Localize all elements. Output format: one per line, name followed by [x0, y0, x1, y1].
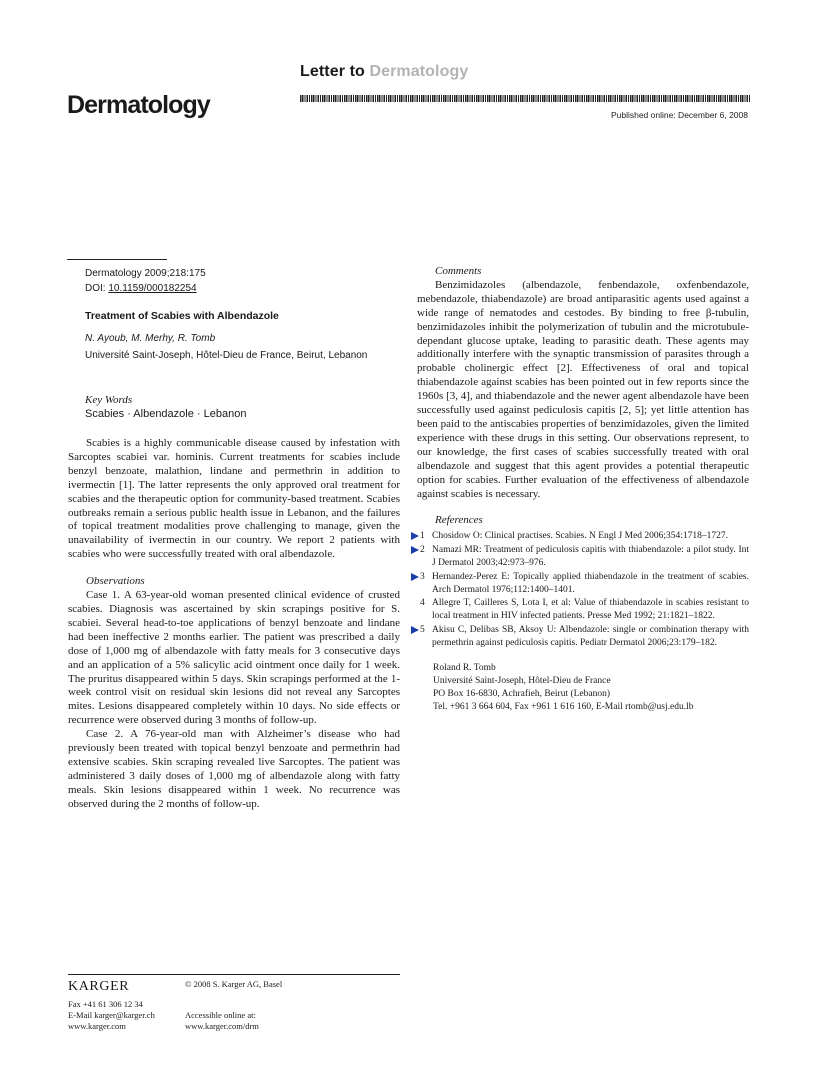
journal-logo: Dermatology: [67, 91, 210, 119]
references-list: [417, 530, 749, 649]
reference-number: 5: [420, 624, 425, 635]
reference-item: [417, 530, 749, 543]
publisher-fax: Fax +41 61 306 12 34: [68, 999, 143, 1009]
reference-number: 4: [420, 598, 425, 609]
left-column-body: [68, 437, 400, 812]
reference-item: [417, 597, 749, 623]
published-date: Published online: December 6, 2008: [610, 110, 748, 120]
reference-link-arrow-icon[interactable]: [411, 573, 419, 581]
reference-number: 3: [420, 571, 425, 582]
article-title: Treatment of Scabies with Albendazole: [85, 310, 279, 322]
references-heading: References: [435, 514, 483, 527]
comments-paragraph: Benzimidazoles (albendazole, fenbendazole, oxfenbendazole, mebendazole, thiabendazole) are broad antiparasitic agents used against a wide range of nematodes and cestodes. By binding to free β-tubulin, benzimidazoles inhibit the polymerization of tubulin and the microtubule-dependant glucose uptake, leading to parasitic death. These agents may additionally interfere with the synaptic transmission of parasites through a probable cholinergic effect [2]. Effectiveness of oral and topical thiabendazole against scabies has been pointed out in few reports since the 1960s [3, 4], and thiabendazole and the newer agent albendazole have been successfully used against pediculosis capitis [2, 5]; yet little attention has been paid to the antiscabies properties of benzimidazoles, given the limited experience with these drugs in this setting. Our observations represent, to our knowledge, the first cases of scabies successfully treated with oral albendazole and suggest that this agent provides a potential therapeutic option for scabies. Further evaluation of the effectiveness of albendazole against scabies is necessary.: [417, 278, 749, 500]
reference-link-arrow-icon[interactable]: [411, 532, 419, 540]
reference-number: 1: [420, 531, 425, 542]
reference-item: [417, 624, 749, 650]
header-hatched-rule: [300, 95, 750, 102]
footer-rule: [68, 974, 400, 975]
right-column-body: [417, 265, 749, 714]
accessible-online: [185, 1010, 259, 1032]
citation-doi: [85, 281, 206, 296]
reference-number: 2: [420, 545, 425, 556]
case2-paragraph: Case 2. A 76-year-old man with Alzheimer’s disease who had previously been treated with topical benzyl benzoate and permethrin had extensive scabies. Skin scraping revealed live Sarcoptes. The patient was administered 3 daily doses of 1,000 mg of albendazole along with fatty meals. Skin lesions disappeared within 1 week. No recurrence was observed during the 2 months of follow-up.: [68, 728, 400, 810]
comments-heading: Comments: [435, 265, 482, 277]
article-authors: N. Ayoub, M. Merhy, R. Tomb: [85, 333, 216, 344]
reference-link-arrow-icon[interactable]: [411, 546, 419, 554]
correspondence-institution: Université Saint-Joseph, Hôtel-Dieu de France: [433, 676, 611, 687]
case1-paragraph: Case 1. A 63-year-old woman presented clinical evidence of crusted scabies. Diagnosis was ascertained by skin scrapings positive for S. scabiei. Several head-to-toe applications of benzyl benzoate and lindane had been ineffective 2 months earlier. The patient was prescribed a daily dose of 1,000 mg of albendazole with fatty meals for 3 consecutive days and an application of a 5% salicylic acid ointment once daily for 1 week. The pruritus disappeared within 5 days. Skin scrapings performed at the 1-week control visit on residual skin lesions did not reveal any Sarcoptes mites. Lesions disappeared completely within 10 days. No side effects or recurrence were observed during 3 months of follow-up.: [68, 589, 400, 727]
reference-text: Namazi MR: Treatment of pediculosis capitis with thiabendazole: a pilot study. Int J Dermatol 2003;42:973–976.: [432, 545, 749, 568]
publisher-email[interactable]: E-Mail karger@karger.ch: [68, 1010, 155, 1020]
citation-block: [85, 266, 206, 296]
accessible-url[interactable]: www.karger.com/drm: [185, 1021, 259, 1031]
reference-item: [417, 571, 749, 597]
correspondence-contact: Tel. +961 3 664 604, Fax +961 1 616 160, E-Mail rtomb@usj.edu.lb: [433, 701, 694, 712]
publisher-website[interactable]: www.karger.com: [68, 1021, 126, 1031]
accessible-label: Accessible online at:: [185, 1010, 256, 1020]
intro-paragraph: Scabies is a highly communicable disease caused by infestation with Sarcoptes scabiei var. hominis. Current treatments for scabies include benzyl benzoate, malathion, lindane and permethrin in addition to ivermectin [1]. The latter represents the only approved oral treatment for scabies and the therapeutic option for community-based treatment. Scabies outbreaks remain a serious public health issue in Lebanon, and the failures of topical treatment modalities prove challenging to manage, given the unavailability of ivermectin in our country. We report 2 patients with scabies who were successfully treated with oral albendazole.: [68, 437, 400, 561]
correspondence-name: Roland R. Tomb: [433, 663, 496, 674]
observations-heading: Observations: [86, 575, 145, 588]
citation-journal: Dermatology 2009;218:175: [85, 268, 206, 279]
letter-prefix: Letter to: [300, 63, 365, 80]
reference-text: Chosidow O: Clinical practises. Scabies. N Engl J Med 2006;354:1718–1727.: [432, 531, 729, 542]
keywords-list: Scabies · Albendazole · Lebanon: [85, 408, 247, 420]
reference-text: Hernandez-Perez E: Topically applied thiabendazole in the treatment of scabies. Arch Dermatol 1976;112:1400–1401.: [432, 571, 749, 595]
reference-item: [417, 544, 749, 570]
doi-label: DOI:: [85, 283, 106, 294]
correspondence-block: [417, 662, 749, 713]
publisher-logo: KARGER: [68, 979, 130, 994]
letter-heading: [300, 63, 468, 81]
reference-text: Akisu C, Delibas SB, Aksoy U: Albendazole: single or combination therapy with permethrin against pediculosis capitis. Pediatr Dermatol 2006;23:179–182.: [432, 624, 749, 648]
copyright-notice: © 2008 S. Karger AG, Basel: [185, 979, 283, 989]
reference-text: Allegre T, Cailleres S, Lota I, et al: Value of thiabendazole in scabies resistant to local treatment in HIV infected patients. Presse Med 1992; 21:1821–1822.: [432, 598, 749, 622]
keywords-heading: Key Words: [85, 394, 133, 406]
reference-link-arrow-icon[interactable]: [411, 626, 419, 634]
article-affiliation: Université Saint-Joseph, Hôtel-Dieu de France, Beirut, Lebanon: [85, 350, 368, 361]
correspondence-address: PO Box 16-6830, Achrafieh, Beirut (Lebanon): [433, 689, 611, 700]
citation-rule: [67, 259, 167, 260]
publisher-contact: [68, 999, 155, 1032]
doi-link[interactable]: 10.1159/000182254: [108, 283, 197, 294]
letter-journal-name: Dermatology: [369, 63, 469, 80]
